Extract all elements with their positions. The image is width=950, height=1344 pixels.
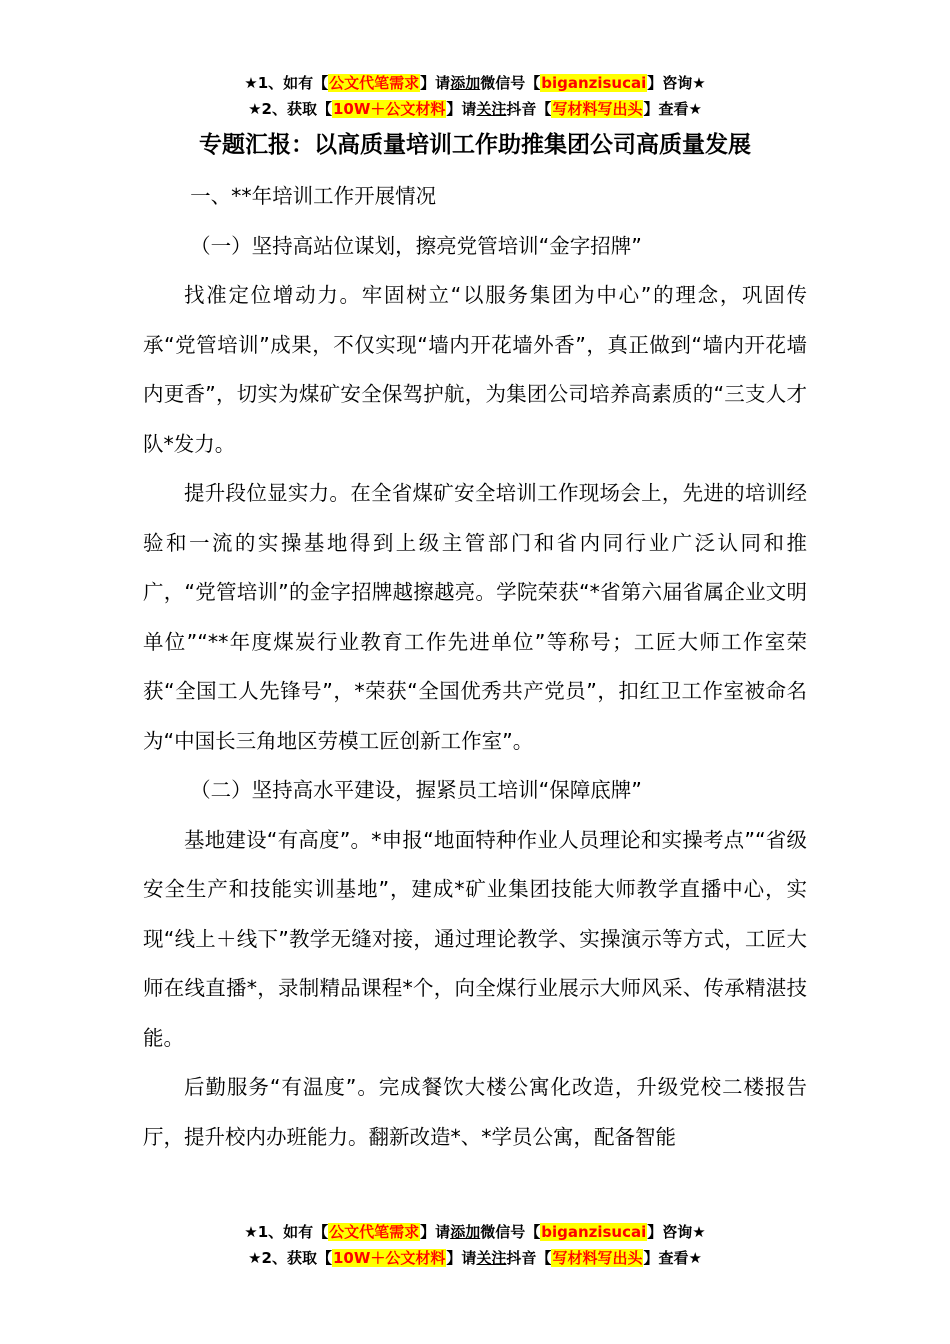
promo-text: 】咨询★ — [647, 1223, 706, 1241]
promo-line-2 — [0, 1245, 950, 1271]
promo-text: 抖音【 — [506, 1249, 552, 1267]
document-title: 专题汇报：以高质量培训工作助推集团公司高质量发展 — [199, 132, 751, 158]
promo-text: 】查看★ — [643, 1249, 702, 1267]
promo-highlight: 10W＋公文材料 — [332, 1249, 446, 1267]
promo-text: ★2、获取【 — [248, 100, 332, 118]
promo-line-1 — [0, 1219, 950, 1245]
promo-text: 微信号【 — [480, 74, 541, 92]
promo-underline: 添加 — [450, 74, 481, 92]
promo-highlight: 公文代笔需求 — [329, 1223, 420, 1241]
promo-underline: 关注 — [476, 100, 507, 118]
section-heading: 一、**年培训工作开展情况 — [190, 184, 437, 208]
top-promo-banner — [0, 70, 950, 122]
promo-text: ★1、如有【 — [244, 1223, 329, 1241]
promo-line-2 — [0, 96, 950, 122]
body-paragraph: 提升段位显实力。在全省煤矿安全培训工作现场会上，先进的培训经验和一流的实操基地得到上级主管部门和省内同行业广泛认同和推广，“党管培训”的金字招牌越擦越亮。学院荣获“*省第六届省属企业文明单位”“**年度煤炭行业教育工作先进单位”等称号；工匠大师工作室荣获“全国工人先锋号”，*荣获“全国优秀共产党员”，扣红卫工作室被命名为“中国长三角地区劳模工匠创新工作室”。 — [143, 481, 807, 753]
promo-text: 】请 — [446, 1249, 477, 1267]
promo-text: 】请 — [446, 100, 477, 118]
promo-highlight: 公文代笔需求 — [329, 74, 420, 92]
body-paragraph: 基地建设“有高度”。*申报“地面特种作业人员理论和实操考点”“省级安全生产和技能实训基地”，建成*矿业集团技能大师教学直播中心，实现“线上＋线下”教学无缝对接，通过理论教学、实操演示等方式，工匠大师在线直播*，录制精品课程*个，向全煤行业展示大师风采、传承精湛技能。 — [143, 827, 807, 1050]
promo-text: ★2、获取【 — [248, 1249, 332, 1267]
promo-underline: 添加 — [450, 1223, 481, 1241]
document-body — [143, 172, 807, 1162]
subsection-heading: （二）坚持高水平建设，握紧员工培训“保障底牌” — [190, 778, 642, 802]
promo-text: 】咨询★ — [647, 74, 706, 92]
bottom-promo-banner — [0, 1219, 950, 1271]
promo-highlight: 10W＋公文材料 — [332, 100, 446, 118]
promo-underline: 关注 — [476, 1249, 507, 1267]
subsection-heading: （一）坚持高站位谋划，擦亮党管培训“金字招牌” — [190, 233, 642, 258]
promo-line-1 — [0, 70, 950, 96]
promo-highlight: biganzisucai — [541, 74, 647, 92]
promo-text: 】请 — [420, 74, 451, 92]
body-paragraph: 后勤服务“有温度”。完成餐饮大楼公寓化改造，升级党校二楼报告厅，提升校内办班能力。翻新改造*、*学员公寓，配备智能 — [143, 1075, 807, 1149]
promo-text: 微信号【 — [480, 1223, 541, 1241]
promo-text: ★1、如有【 — [244, 74, 329, 92]
promo-text: 】请 — [420, 1223, 451, 1241]
promo-highlight: biganzisucai — [541, 1223, 647, 1241]
promo-text: 】查看★ — [643, 100, 702, 118]
promo-highlight: 写材料写出头 — [552, 100, 643, 118]
promo-highlight: 写材料写出头 — [552, 1249, 643, 1267]
body-paragraph: 找准定位增动力。牢固树立“以服务集团为中心”的理念，巩固传承“党管培训”成果，不仅实现“墙内开花墙外香”，真正做到“墙内开花墙内更香”，切实为煤矿安全保驾护航，为集团公司培养高素质的“三支人才队*发力。 — [143, 283, 807, 456]
promo-text: 抖音【 — [506, 100, 552, 118]
